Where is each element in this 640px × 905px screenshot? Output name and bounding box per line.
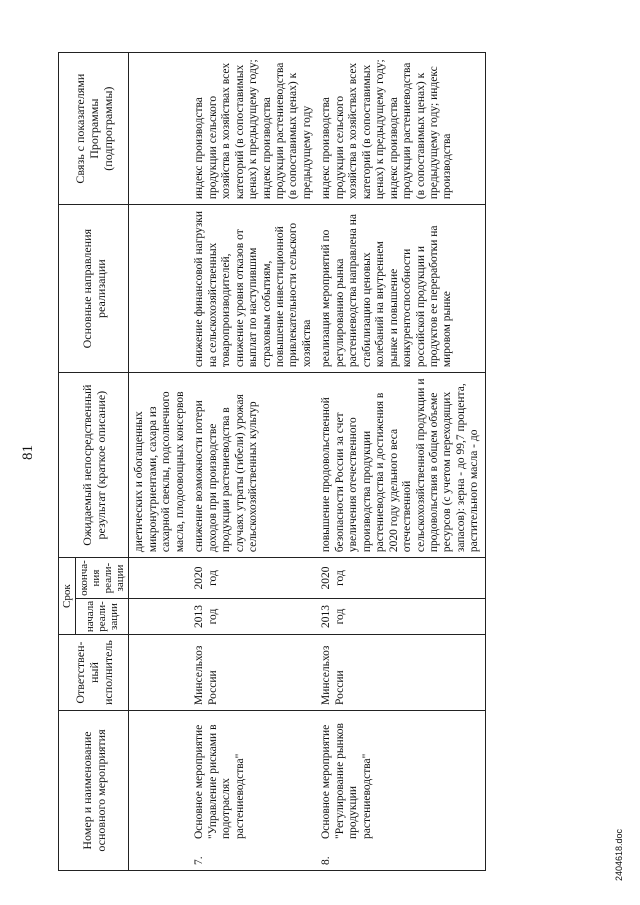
header-result: Ожидаемый непосредственный результат (краткое описание) [59, 373, 129, 558]
expected-result: снижение возможности потери доходов при производстве продукции растениеводства в случаях утраты (гибели) урожая сельскохозяйственных культур [190, 373, 317, 558]
header-links: Связь с показателями Программы (подпрограммы) [59, 53, 129, 205]
header-directions: Основные направления реализации [59, 205, 129, 373]
indicator-links: индекс производства продукции сельского хозяйства в хозяйствах всех категорий (в сопоставимых ценах) к предыдущему году; индекс производства продукции растениеводства (в сопоставимых ценах) к предыдущему году; индекс производства [317, 53, 485, 205]
table-row [190, 53, 317, 871]
end-year: 2020 год [317, 558, 485, 599]
executor: Минсельхоз России [317, 635, 485, 711]
row-number: 7. [193, 856, 206, 865]
table-row [317, 53, 485, 871]
header-executor: Ответствен-ный исполнитель [59, 635, 129, 711]
activity-name: Основное мероприятие "Управление рисками в подотраслях растениеводства" [193, 724, 246, 839]
expected-result: повышение продовольственной безопасности России за счет увеличения отечественного производства продукции растениеводства и достижения в 2020 году удельного веса отечественной сельскохозяйственной продукции и продовольствия в общем объеме ресурсов (с учетом переходящих запасов): зерна - до 99,7 процента, растительного масла - до [317, 373, 485, 558]
implementation-directions: реализация мероприятий по регулированию рынка растениеводства направлена на стабилизацию ценовых колебаний на внутреннем рынке и повышение конкурентоспособности российской продукции и продуктов ее переработки на мировом рынке [317, 205, 485, 373]
row-7-name-cell [190, 711, 317, 871]
row-8-name-cell [317, 711, 485, 871]
header-start: начала реали-зации [76, 598, 129, 634]
header-row [59, 53, 76, 871]
end-year: 2020 год [190, 558, 317, 599]
footer-filename: 2404618.doc [614, 828, 624, 881]
continuation-result: диетических и обогащенных микронутриентами, сахара из сахарной свеклы, подсолнечного масла, плодоовощных консервов [129, 373, 190, 558]
header-term: Срок [59, 558, 76, 635]
header-name: Номер и наименование основного мероприятия [59, 711, 129, 871]
start-year: 2013 год [190, 598, 317, 634]
header-end: оконча-ния реали-зации [76, 558, 129, 599]
executor: Минсельхоз России [190, 635, 317, 711]
start-year: 2013 год [317, 598, 485, 634]
program-activities-table [58, 52, 486, 871]
row-number: 8. [320, 856, 333, 865]
implementation-directions: снижение финансовой нагрузки на сельскохозяйственных товаропроизводителей, снижение уровня отказов от выплат по наступившим страховым событиям, повышение инвестиционной привлекательности сельского хозяйства [190, 205, 317, 373]
indicator-links: индекс производства продукции сельского хозяйства в хозяйствах всех категорий (в сопоставимых ценах) к предыдущему году; индекс производства продукции растениеводства (в сопоставимых ценах) к предыдущему году [190, 53, 317, 205]
table-row-continuation [129, 53, 190, 871]
page-number: 81 [20, 445, 36, 460]
activity-name: Основное мероприятие "Регулирование рынков продукции растениеводства" [320, 723, 373, 839]
